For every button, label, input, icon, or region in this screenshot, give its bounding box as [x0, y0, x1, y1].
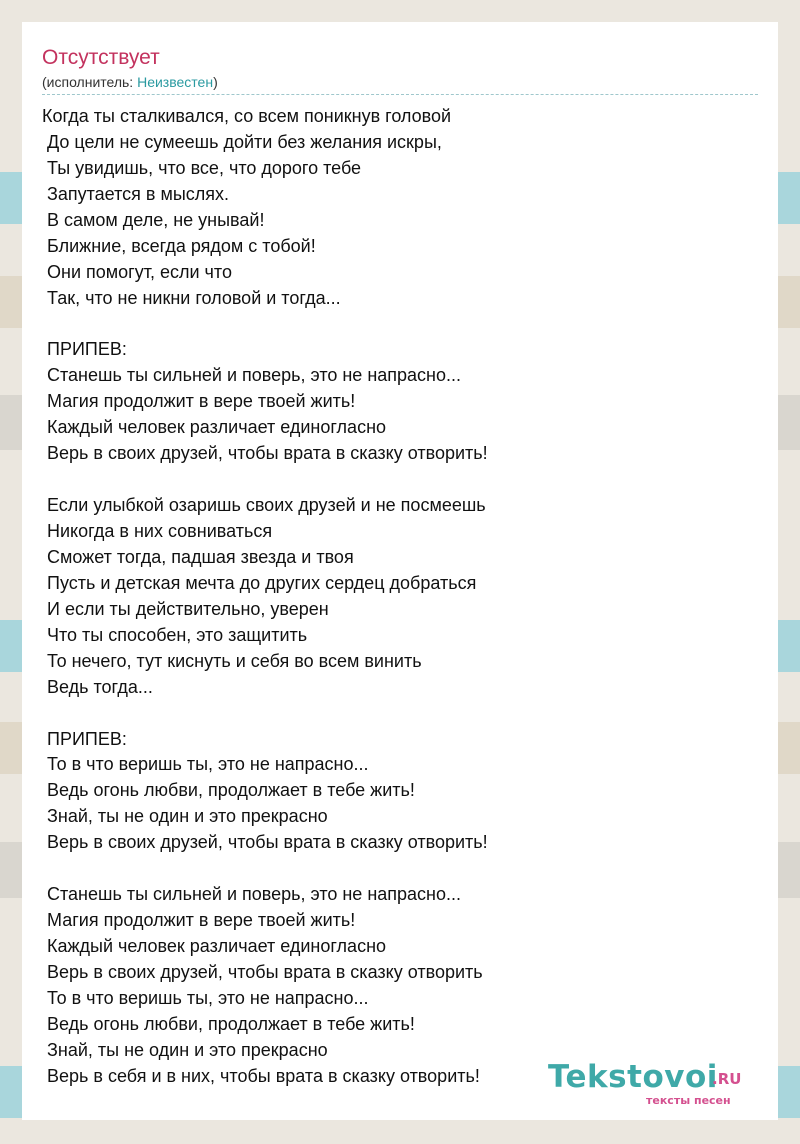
lyric-line: Верь в своих друзей, чтобы врата в сказку отворить!: [42, 443, 488, 464]
logo-wordmark: Tekstovoi: [548, 1059, 718, 1095]
lyric-line: То в что веришь ты, это не напрасно...: [42, 754, 369, 775]
lyrics-text: [42, 104, 762, 1090]
lyric-line: [42, 312, 762, 338]
lyric-line: Каждый человек различает единогласно: [42, 936, 387, 956]
lyrics-card: [22, 22, 778, 1120]
lyric-line: Магия продолжит в вере твоей жить!: [42, 910, 356, 931]
artist-suffix: ): [213, 74, 218, 90]
lyric-line: Каждый человек различает единогласно: [42, 417, 387, 438]
lyric-line: То в что веришь ты, это не напрасно...: [42, 987, 369, 1008]
lyric-line: То нечего, тут киснуть и себя во всем винить: [42, 650, 422, 671]
lyric-line: В самом деле, не унывай!: [42, 209, 265, 230]
song-title: Отсутствует: [42, 46, 160, 69]
lyric-line: Когда ты сталкивался, со всем поникнув головой: [42, 106, 452, 126]
artist-line: [42, 73, 218, 91]
lyric-line: Знай, ты не один и это прекрасно: [42, 1039, 328, 1060]
artist-link[interactable]: Неизвестен: [137, 74, 214, 90]
lyric-line: Магия продолжит в вере твоей жить!: [42, 391, 356, 412]
lyric-line: До цели не сумеешь дойти без желания искры,: [42, 131, 442, 152]
logo-subtitle: тексты песен: [646, 1094, 731, 1107]
lyric-line: И если ты действительно, уверен: [42, 598, 329, 619]
lyric-line: Никогда в них совниваться: [42, 521, 273, 541]
lyric-line: Верь в себя и в них, чтобы врата в сказку отворить!: [42, 1065, 480, 1086]
logo-domain: .RU: [712, 1070, 742, 1088]
lyric-line: Они помогут, если что: [42, 261, 232, 282]
lyric-line: Пусть и детская мечта до других сердец добраться: [42, 572, 477, 593]
artist-prefix: (исполнитель:: [42, 74, 138, 90]
lyric-line: Станешь ты сильней и поверь, это не напрасно...: [42, 365, 461, 386]
lyric-line: Верь в своих друзей, чтобы врата в сказку отворить!: [42, 832, 488, 853]
lyric-line: Знай, ты не один и это прекрасно: [42, 806, 328, 827]
lyric-line: Верь в своих друзей, чтобы врата в сказку отворить: [42, 961, 483, 982]
lyric-line: [42, 467, 762, 493]
site-logo[interactable]: [548, 1058, 758, 1116]
lyric-line: Если улыбкой озаришь своих друзей и не посмеешь: [42, 495, 486, 516]
lyric-line: Ты увидишь, что все, что дорого тебе: [42, 157, 362, 178]
lyric-line: Сможет тогда, падшая звезда и твоя: [42, 546, 354, 567]
lyric-line: Ведь тогда...: [42, 676, 153, 697]
lyric-line: Ближние, всегда рядом с тобой!: [42, 235, 316, 256]
lyric-line: Ведь огонь любви, продолжает в тебе жить!: [42, 780, 415, 801]
lyric-line: Ведь огонь любви, продолжает в тебе жить!: [42, 1013, 415, 1034]
title-divider: [42, 94, 758, 95]
lyric-line: [42, 856, 762, 882]
lyric-line: Запутается в мыслях.: [42, 183, 230, 204]
lyric-line: Так, что не никни головой и тогда...: [42, 287, 341, 308]
lyric-line: Станешь ты сильней и поверь, это не напрасно...: [42, 884, 461, 905]
lyric-line: Что ты способен, это защитить: [42, 624, 308, 645]
lyric-line: [42, 701, 762, 727]
lyric-line: ПРИПЕВ:: [42, 339, 127, 360]
lyric-line: ПРИПЕВ:: [42, 728, 127, 749]
